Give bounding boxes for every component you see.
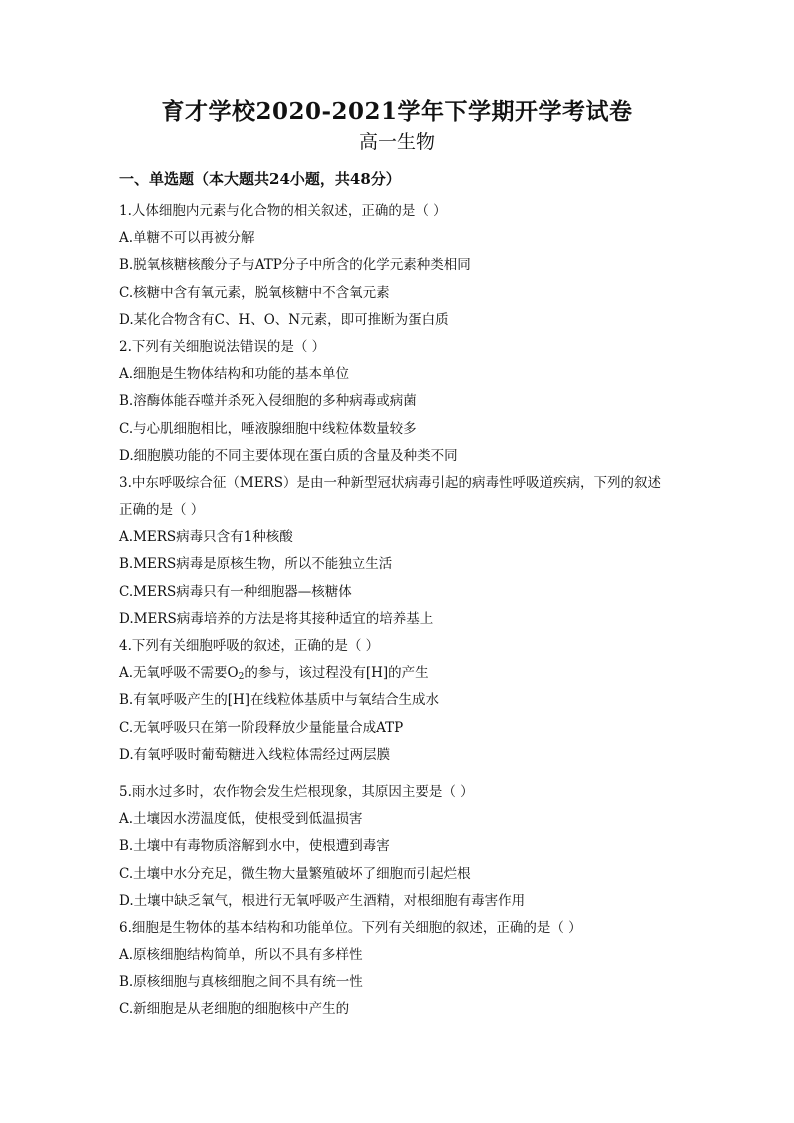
option-d: D.MERS病毒培养的方法是将其接种适宜的培养基上 bbox=[119, 610, 434, 627]
question-list bbox=[119, 198, 679, 1024]
option-a bbox=[119, 660, 679, 687]
question-5 bbox=[119, 779, 679, 915]
option-b: B.原核细胞与真核细胞之间不具有统一性 bbox=[119, 974, 363, 991]
option-a-text-rest: 的参与，该过程没有[H]的产生 bbox=[244, 665, 429, 682]
exam-title: 育才学校2020-2021学年下学期开学考试卷 bbox=[161, 98, 633, 125]
question-stem: 2.下列有关细胞说法错误的是（ ） bbox=[119, 338, 326, 355]
question-stem: 4.下列有关细胞呼吸的叙述，正确的是（ ） bbox=[119, 638, 380, 654]
question-stem: 5.雨水过多时，农作物会发生烂根现象，其原因主要是（ ） bbox=[119, 783, 474, 800]
question-2 bbox=[119, 334, 679, 470]
option-a: A.细胞是生物体结构和功能的基本单位 bbox=[119, 366, 350, 383]
question-4 bbox=[119, 633, 679, 769]
option-d: D.细胞膜功能的不同主要体现在蛋白质的含量及种类不同 bbox=[119, 447, 458, 464]
option-c: C.与心肌细胞相比，唾液腺细胞中线粒体数量较多 bbox=[119, 420, 417, 437]
spacer bbox=[119, 769, 679, 779]
question-6 bbox=[119, 915, 679, 1024]
question-stem: 6.细胞是生物体的基本结构和功能单位。下列有关细胞的叙述，正确的是（ ） bbox=[119, 919, 582, 936]
option-a: A.土壤因水涝温度低，使根受到低温损害 bbox=[119, 811, 363, 828]
option-c: C.无氧呼吸只在第一阶段释放少量能量合成ATP bbox=[119, 719, 404, 736]
option-d: D.某化合物含有C、H、O、N元素，即可推断为蛋白质 bbox=[119, 311, 449, 328]
option-c: C.核糖中含有氧元素，脱氧核糖中不含氧元素 bbox=[119, 284, 390, 301]
question-1 bbox=[119, 198, 679, 334]
option-b: B.有氧呼吸产生的[H]在线粒体基质中与氧结合生成水 bbox=[119, 692, 440, 709]
question-3 bbox=[119, 470, 679, 633]
option-b: B.溶酶体能吞噬并杀死入侵细胞的多种病毒或病菌 bbox=[119, 393, 417, 410]
subscript: 2 bbox=[238, 672, 245, 683]
section-heading: 一、单选题（本大题共24小题，共48分） bbox=[119, 170, 401, 188]
option-a-text: A.无氧呼吸不需要O bbox=[119, 665, 239, 682]
option-c: C.土壤中水分充足，微生物大量繁殖破坏了细胞而引起烂根 bbox=[119, 865, 471, 882]
option-c: C.MERS病毒只有一种细胞器—核糖体 bbox=[119, 583, 352, 600]
option-d: D.土壤中缺乏氧气，根进行无氧呼吸产生酒精，对根细胞有毒害作用 bbox=[119, 892, 526, 909]
option-a: A.MERS病毒只含有1种核酸 bbox=[119, 529, 293, 546]
option-a: A.原核细胞结构简单，所以不具有多样性 bbox=[119, 947, 363, 964]
option-b: B.MERS病毒是原核生物，所以不能独立生活 bbox=[119, 556, 393, 573]
option-b: B.脱氧核糖核酸分子与ATP分子中所含的化学元素种类相同 bbox=[119, 257, 471, 274]
question-stem: 1.人体细胞内元素与化合物的相关叙述，正确的是（ ） bbox=[119, 203, 447, 219]
option-a: A.单糖不可以再被分解 bbox=[119, 230, 255, 247]
option-d: D.有氧呼吸时葡萄糖进入线粒体需经过两层膜 bbox=[119, 746, 391, 763]
option-c: C.新细胞是从老细胞的细胞核中产生的 bbox=[119, 1001, 350, 1018]
exam-subject: 高一生物 bbox=[358, 131, 435, 153]
question-stem-continued: 正确的是（ ） bbox=[119, 502, 205, 519]
option-b: B.土壤中有毒物质溶解到水中，使根遭到毒害 bbox=[119, 838, 390, 855]
question-stem: 3.中东呼吸综合征（MERS）是由一种新型冠状病毒引起的病毒性呼吸道疾病，下列的叙述 bbox=[119, 474, 661, 491]
